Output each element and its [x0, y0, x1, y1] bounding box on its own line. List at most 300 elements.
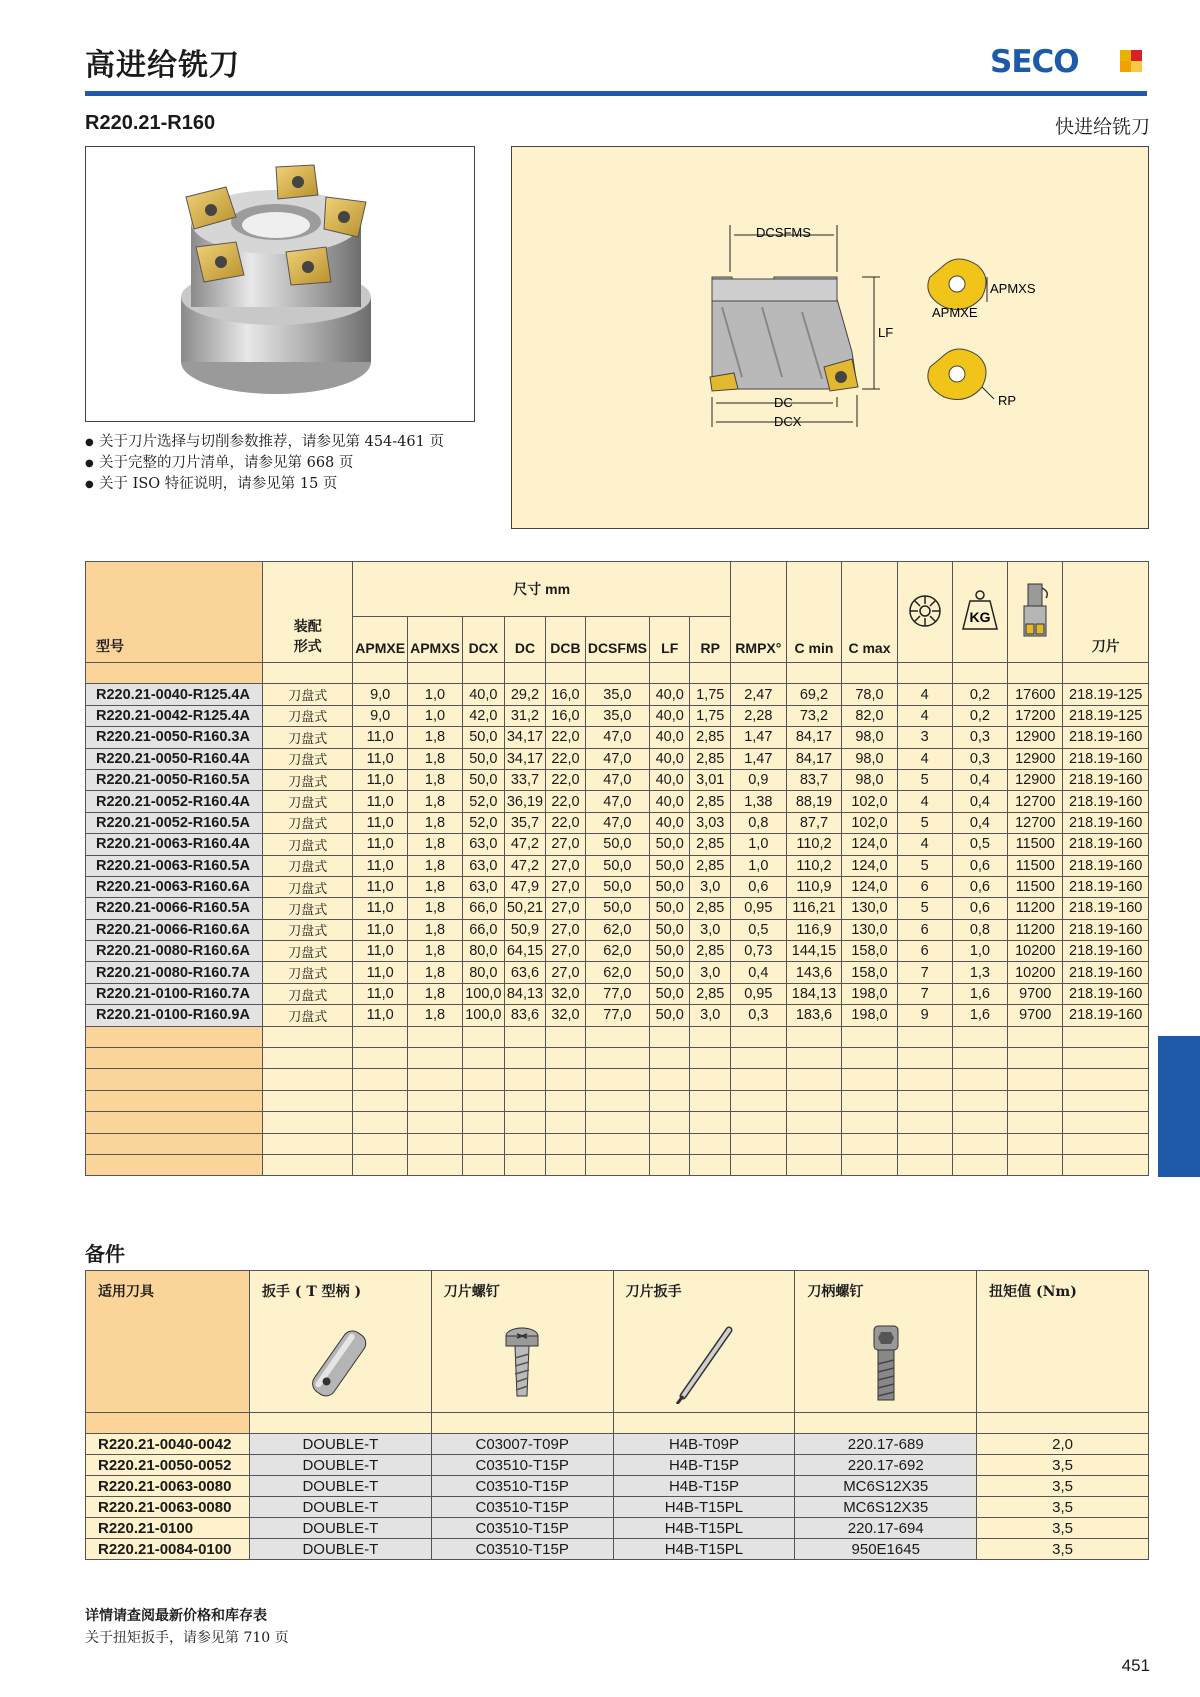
table-cell: R220.21-0066-R160.5A [86, 898, 263, 919]
table-cell [546, 1112, 586, 1133]
table-cell [86, 663, 263, 684]
table-cell: H4B-T15P [613, 1476, 795, 1497]
table-cell [263, 1154, 353, 1175]
table-cell: R220.21-0052-R160.4A [86, 791, 263, 812]
table-row-empty [86, 1090, 1149, 1111]
table-cell: DOUBLE-T [249, 1476, 431, 1497]
table-cell [408, 1069, 463, 1090]
table-cell: 11500 [1008, 855, 1063, 876]
table-cell: 50,0 [462, 727, 504, 748]
table-cell: 27,0 [546, 876, 586, 897]
table-cell: 100,0 [462, 983, 504, 1004]
table-cell: 83,6 [504, 1005, 545, 1026]
table-cell [786, 1069, 842, 1090]
label-lf: LF [878, 325, 894, 340]
table-cell: 3,03 [690, 812, 731, 833]
table-cell: 77,0 [585, 1005, 649, 1026]
table-row-empty [86, 1154, 1149, 1175]
table-cell: 0,95 [730, 898, 786, 919]
table-cell: C03510-T15P [431, 1476, 613, 1497]
table-cell [977, 1413, 1149, 1434]
table-cell [952, 1112, 1007, 1133]
table-cell: 84,17 [786, 727, 842, 748]
product-table-body [86, 663, 1149, 1176]
table-cell: MC6S12X35 [795, 1476, 977, 1497]
col-cmin: C min [786, 562, 842, 663]
table-cell: 35,7 [504, 812, 545, 833]
table-cell: 98,0 [842, 727, 897, 748]
table-row [86, 1539, 1149, 1560]
table-cell: 11200 [1008, 919, 1063, 940]
table-cell [1063, 1154, 1149, 1175]
table-cell: 62,0 [585, 941, 649, 962]
table-cell [462, 663, 504, 684]
table-cell: 62,0 [585, 962, 649, 983]
table-cell: DOUBLE-T [249, 1434, 431, 1455]
table-cell: 50,9 [504, 919, 545, 940]
col-dc: DC [504, 617, 545, 663]
table-cell: 0,2 [952, 705, 1007, 726]
table-cell: 47,2 [504, 834, 545, 855]
model-code: R220.21-R160 [85, 112, 216, 134]
table-cell [842, 1026, 897, 1047]
col-insert: 刀片 [1063, 562, 1149, 663]
table-cell: 47,0 [585, 791, 649, 812]
table-cell: 47,9 [504, 876, 545, 897]
table-cell: 4 [897, 684, 952, 705]
table-cell: 16,0 [546, 705, 586, 726]
table-cell [786, 1090, 842, 1111]
table-cell: 158,0 [842, 962, 897, 983]
table-row [86, 769, 1149, 790]
table-cell: 3,5 [977, 1455, 1149, 1476]
table-cell: 84,13 [504, 983, 545, 1004]
table-cell: 50,0 [649, 962, 690, 983]
table-cell: 50,0 [585, 834, 649, 855]
table-cell: 40,0 [649, 812, 690, 833]
accessories-table [85, 1270, 1149, 1560]
table-cell [504, 663, 545, 684]
table-cell [842, 1154, 897, 1175]
col-teeth [897, 562, 952, 663]
table-cell [353, 1048, 408, 1069]
col-form: 装配 形式 [263, 562, 353, 663]
table-cell: 2,0 [977, 1434, 1149, 1455]
table-cell [504, 1112, 545, 1133]
table-cell: 158,0 [842, 941, 897, 962]
table-cell [408, 1090, 463, 1111]
label-dcx: DCX [774, 414, 802, 429]
table-cell [649, 1133, 690, 1154]
table-cell: 88,19 [786, 791, 842, 812]
table-cell: 刀盘式 [263, 855, 353, 876]
table-cell: 50,21 [504, 898, 545, 919]
weight-icon [960, 589, 1000, 633]
table-cell: 184,13 [786, 983, 842, 1004]
table-row [86, 919, 1149, 940]
table-cell [585, 1112, 649, 1133]
table-row [86, 1497, 1149, 1518]
accessories-title: 备件 [85, 1242, 125, 1266]
table-cell: R220.21-0040-0042 [86, 1434, 250, 1455]
table-cell: C03510-T15P [431, 1455, 613, 1476]
table-cell [86, 1026, 263, 1047]
table-cell: 950E1645 [795, 1539, 977, 1560]
table-cell [504, 1026, 545, 1047]
table-cell: 5 [897, 855, 952, 876]
table-cell: 3,5 [977, 1518, 1149, 1539]
table-cell: R220.21-0063-R160.5A [86, 855, 263, 876]
table-cell [546, 1090, 586, 1111]
table-cell [263, 663, 353, 684]
table-cell [263, 1048, 353, 1069]
table-cell: 3,0 [690, 1005, 731, 1026]
table-cell: 刀盘式 [263, 769, 353, 790]
table-cell [786, 1112, 842, 1133]
table-cell [842, 1112, 897, 1133]
table-cell [462, 1048, 504, 1069]
table-cell: 52,0 [462, 791, 504, 812]
table-cell: 1,8 [408, 748, 463, 769]
table-cell [353, 1133, 408, 1154]
table-cell [649, 1154, 690, 1175]
page-number: 451 [1121, 1656, 1150, 1675]
table-cell: 刀盘式 [263, 898, 353, 919]
category-label: 快进给铣刀 [1054, 116, 1150, 138]
table-cell: 66,0 [462, 898, 504, 919]
table-cell: 110,2 [786, 834, 842, 855]
table-cell: 刀盘式 [263, 727, 353, 748]
table-cell: R220.21-0080-R160.6A [86, 941, 263, 962]
table-cell: 143,6 [786, 962, 842, 983]
table-cell: 50,0 [649, 876, 690, 897]
table-cell: 1,6 [952, 1005, 1007, 1026]
table-cell: 3 [897, 727, 952, 748]
table-cell: 27,0 [546, 941, 586, 962]
table-cell: 50,0 [649, 898, 690, 919]
table-cell: 刀盘式 [263, 983, 353, 1004]
table-cell [546, 1154, 586, 1175]
table-cell: 78,0 [842, 684, 897, 705]
table-cell: 22,0 [546, 727, 586, 748]
table-cell: 5 [897, 898, 952, 919]
table-cell: 47,0 [585, 727, 649, 748]
table-cell: 40,0 [649, 791, 690, 812]
table-cell [1063, 1090, 1149, 1111]
table-cell: 29,2 [504, 684, 545, 705]
table-cell [585, 1154, 649, 1175]
product-table [85, 561, 1149, 1176]
table-cell: 220.17-692 [795, 1455, 977, 1476]
table-cell [585, 1048, 649, 1069]
note-item: ● 关于 ISO 特征说明，请参见第 15 页 [85, 474, 444, 495]
table-cell [86, 1133, 263, 1154]
table-cell: 31,2 [504, 705, 545, 726]
holder-screw-icon [861, 1324, 911, 1404]
table-cell [408, 663, 463, 684]
table-cell: 1,75 [690, 705, 731, 726]
table-cell: 40,0 [649, 748, 690, 769]
table-cell [1008, 1154, 1063, 1175]
table-cell: 40,0 [649, 727, 690, 748]
table-cell [690, 1090, 731, 1111]
table-cell: R220.21-0052-R160.5A [86, 812, 263, 833]
table-cell: 218.19-125 [1063, 705, 1149, 726]
table-cell [1063, 663, 1149, 684]
table-cell [585, 663, 649, 684]
table-cell: DOUBLE-T [249, 1455, 431, 1476]
table-cell: 3,01 [690, 769, 731, 790]
table-cell: 1,8 [408, 898, 463, 919]
table-cell: DOUBLE-T [249, 1539, 431, 1560]
table-cell [462, 1069, 504, 1090]
table-cell: 12700 [1008, 812, 1063, 833]
table-cell: R220.21-0063-R160.6A [86, 876, 263, 897]
table-cell: C03007-T09P [431, 1434, 613, 1455]
table-cell [546, 1048, 586, 1069]
section-tab [1158, 1036, 1200, 1177]
dimension-diagram [511, 146, 1149, 529]
table-cell: 2,85 [690, 898, 731, 919]
table-cell: 50,0 [649, 941, 690, 962]
acc-col-label: 扳手 ( T 型柄 ) [261, 1284, 362, 1300]
table-cell: 27,0 [546, 855, 586, 876]
table-cell: 0,6 [952, 855, 1007, 876]
table-cell: 11,0 [353, 791, 408, 812]
insert-screw-icon [492, 1324, 552, 1404]
note-item: ● 关于完整的刀片清单，请参见第 668 页 [85, 453, 444, 474]
table-cell: 69,2 [786, 684, 842, 705]
table-cell: 218.19-160 [1063, 941, 1149, 962]
table-cell: 1,8 [408, 791, 463, 812]
table-cell: 16,0 [546, 684, 586, 705]
table-cell: 27,0 [546, 834, 586, 855]
table-cell: 1,0 [730, 855, 786, 876]
table-cell [353, 1090, 408, 1111]
table-cell: 1,8 [408, 983, 463, 1004]
table-cell: 刀盘式 [263, 919, 353, 940]
table-cell: 1,8 [408, 834, 463, 855]
table-cell: 0,95 [730, 983, 786, 1004]
table-cell [353, 1069, 408, 1090]
table-cell [897, 663, 952, 684]
table-row [86, 834, 1149, 855]
col-dcsfms: DCSFMS [585, 617, 649, 663]
col-rp: RP [690, 617, 731, 663]
table-cell: 35,0 [585, 684, 649, 705]
table-cell: 47,0 [585, 769, 649, 790]
table-cell [86, 1048, 263, 1069]
table-cell [462, 1026, 504, 1047]
table-cell: 11,0 [353, 727, 408, 748]
table-cell: 130,0 [842, 898, 897, 919]
table-cell: H4B-T09P [613, 1434, 795, 1455]
table-cell: 刀盘式 [263, 791, 353, 812]
table-cell: 63,6 [504, 962, 545, 983]
table-cell [842, 1133, 897, 1154]
table-cell: 12700 [1008, 791, 1063, 812]
table-cell: 9,0 [353, 705, 408, 726]
table-cell: 218.19-160 [1063, 1005, 1149, 1026]
table-cell: R220.21-0100 [86, 1518, 250, 1539]
table-row [86, 983, 1149, 1004]
table-cell [897, 1133, 952, 1154]
table-cell: 130,0 [842, 919, 897, 940]
table-cell [408, 1112, 463, 1133]
table-cell [730, 1069, 786, 1090]
col-max-rpm [1008, 562, 1063, 663]
table-cell: 50,0 [585, 876, 649, 897]
table-cell: DOUBLE-T [249, 1497, 431, 1518]
table-cell: C03510-T15P [431, 1518, 613, 1539]
table-cell: 62,0 [585, 919, 649, 940]
table-cell: 1,0 [730, 834, 786, 855]
table-cell: 40,0 [649, 684, 690, 705]
product-photo [85, 146, 475, 422]
table-cell [649, 1112, 690, 1133]
table-cell [649, 1048, 690, 1069]
table-cell: H4B-T15PL [613, 1518, 795, 1539]
table-cell: 4 [897, 834, 952, 855]
table-cell [1063, 1048, 1149, 1069]
table-cell: 1,8 [408, 812, 463, 833]
table-cell: 17600 [1008, 684, 1063, 705]
table-cell: 刀盘式 [263, 941, 353, 962]
table-cell: 198,0 [842, 983, 897, 1004]
table-cell: R220.21-0100-R160.7A [86, 983, 263, 1004]
table-cell: 40,0 [649, 705, 690, 726]
table-cell: 98,0 [842, 748, 897, 769]
table-cell [263, 1069, 353, 1090]
table-cell: 218.19-160 [1063, 855, 1149, 876]
table-row [86, 1005, 1149, 1026]
accessories-table-body [86, 1413, 1149, 1560]
table-cell [263, 1133, 353, 1154]
col-cmax: C max [842, 562, 897, 663]
table-cell: 22,0 [546, 748, 586, 769]
table-row-empty [86, 1069, 1149, 1090]
table-cell: 35,0 [585, 705, 649, 726]
table-cell: 11,0 [353, 748, 408, 769]
table-cell: 0,73 [730, 941, 786, 962]
acc-col-tool: 适用刀具 [86, 1271, 250, 1413]
table-cell: 52,0 [462, 812, 504, 833]
col-model: 型号 [86, 562, 263, 663]
table-cell: 0,4 [952, 791, 1007, 812]
table-cell [730, 1112, 786, 1133]
table-cell: 47,0 [585, 748, 649, 769]
table-cell: 2,47 [730, 684, 786, 705]
table-cell: 6 [897, 919, 952, 940]
table-cell: 0,5 [730, 919, 786, 940]
table-cell [1063, 1112, 1149, 1133]
table-cell [1008, 663, 1063, 684]
insert-key-icon [659, 1324, 749, 1404]
table-cell: R220.21-0050-R160.3A [86, 727, 263, 748]
table-cell: 77,0 [585, 983, 649, 1004]
table-cell: 6 [897, 941, 952, 962]
table-row-empty [86, 1026, 1149, 1047]
table-cell [690, 1048, 731, 1069]
table-cell [546, 1026, 586, 1047]
table-cell: 11,0 [353, 983, 408, 1004]
table-cell: 9700 [1008, 1005, 1063, 1026]
table-cell: 82,0 [842, 705, 897, 726]
table-cell [585, 1133, 649, 1154]
table-cell [730, 1154, 786, 1175]
acc-col-insert-screw [431, 1271, 613, 1413]
table-cell [649, 1090, 690, 1111]
table-cell: H4B-T15PL [613, 1497, 795, 1518]
table-cell: 0,5 [952, 834, 1007, 855]
col-dcx: DCX [462, 617, 504, 663]
table-cell [730, 1026, 786, 1047]
table-cell: 50,0 [585, 898, 649, 919]
table-cell: 183,6 [786, 1005, 842, 1026]
col-apmxe: APMXE [353, 617, 408, 663]
table-cell [897, 1026, 952, 1047]
notes-list [85, 432, 444, 495]
table-cell: 1,8 [408, 1005, 463, 1026]
table-cell: 50,0 [462, 769, 504, 790]
table-cell: 0,4 [952, 812, 1007, 833]
table-cell [408, 1154, 463, 1175]
table-cell [249, 1413, 431, 1434]
table-cell: 198,0 [842, 1005, 897, 1026]
table-cell [897, 1048, 952, 1069]
table-cell: 50,0 [649, 983, 690, 1004]
table-cell: 9 [897, 1005, 952, 1026]
table-cell [1008, 1133, 1063, 1154]
table-cell [462, 1154, 504, 1175]
table-cell [842, 1090, 897, 1111]
table-cell [952, 1154, 1007, 1175]
table-row [86, 1518, 1149, 1539]
table-cell: 63,0 [462, 834, 504, 855]
table-cell: 刀盘式 [263, 834, 353, 855]
table-cell: 1,8 [408, 876, 463, 897]
table-cell: 1,8 [408, 769, 463, 790]
table-cell: 3,5 [977, 1497, 1149, 1518]
table-cell: 218.19-160 [1063, 748, 1149, 769]
table-cell [353, 1112, 408, 1133]
table-cell: 0,6 [952, 898, 1007, 919]
table-cell: 3,5 [977, 1476, 1149, 1497]
table-cell: 50,0 [649, 1005, 690, 1026]
teeth-count-icon [907, 593, 943, 629]
table-cell: 27,0 [546, 919, 586, 940]
table-cell: 1,47 [730, 727, 786, 748]
table-cell [1063, 1026, 1149, 1047]
table-cell: R220.21-0063-0080 [86, 1497, 250, 1518]
table-cell: 0,4 [952, 769, 1007, 790]
table-cell: 98,0 [842, 769, 897, 790]
table-row [86, 855, 1149, 876]
table-cell: R220.21-0063-R160.4A [86, 834, 263, 855]
acc-col-label: 刀柄螺钉 [807, 1284, 864, 1300]
table-cell: 1,6 [952, 983, 1007, 1004]
table-cell: 0,3 [730, 1005, 786, 1026]
table-cell [504, 1090, 545, 1111]
table-cell [353, 1154, 408, 1175]
table-cell: 220.17-689 [795, 1434, 977, 1455]
table-cell: R220.21-0050-R160.4A [86, 748, 263, 769]
table-cell: 47,2 [504, 855, 545, 876]
table-row [86, 812, 1149, 833]
table-cell [408, 1133, 463, 1154]
table-cell [842, 1069, 897, 1090]
table-cell [1008, 1069, 1063, 1090]
